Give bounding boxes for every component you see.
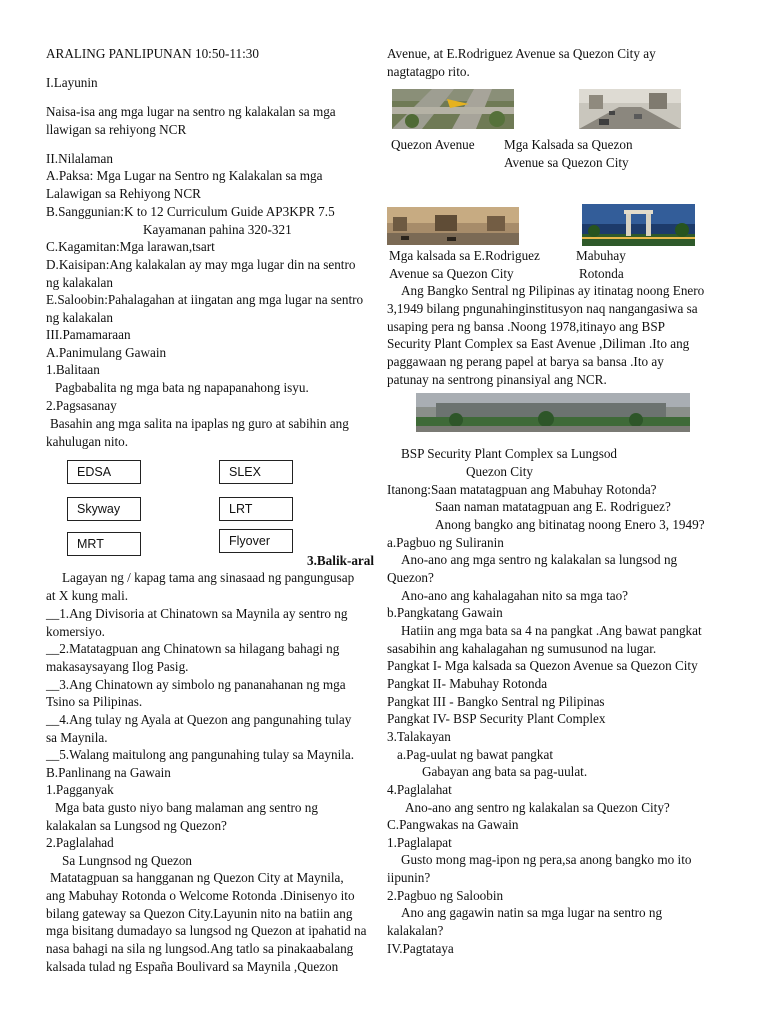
paglalapat-question: iipunin? (387, 870, 431, 885)
kaisipan-line: D.Kaisipan:Ang kalakalan ay may mga lugar din na sentro (46, 257, 356, 272)
paglalahat-heading: 4.Paglalahat (387, 782, 452, 797)
continued-text: Avenue, at E.Rodriguez Avenue sa Quezon City ay (387, 46, 656, 61)
caption-kalsada-quezon: Avenue sa Quezon City (504, 155, 629, 170)
gabayan-line: Gabayan ang bata sa pag-uulat. (422, 764, 588, 779)
quiz-item: __4.Ang tulay ng Ayala at Quezon ang pangunahing tulay (46, 712, 352, 727)
caption-bsp: Quezon City (466, 464, 534, 479)
section-nilalaman: II.Nilalaman (46, 151, 114, 166)
sanggunian-line: Kayamanan pahina 320-321 (143, 222, 292, 237)
pag-uulat-line: a.Pag-uulat ng bawat pangkat (397, 747, 554, 762)
panlinang-heading: B.Panlinang na Gawain (46, 765, 171, 780)
pagganyak-text: Mga bata gusto niyo bang malaman ang sentro ng (55, 800, 318, 815)
pangwakas-heading: C.Pangwakas na Gawain (387, 817, 519, 832)
paragraph-line: Matatagpuan sa hangganan ng Quezon City at Maynila, (50, 870, 344, 885)
pangkat-line: Pangkat I- Mga kalsada sa Quezon Avenue sa Quezon City (387, 658, 698, 673)
quiz-item: sa Maynila. (46, 730, 108, 745)
quiz-item: __3.Ang Chinatown ay simbolo ng pananahanan ng mga (46, 677, 346, 692)
section-layunin: I.Layunin (46, 75, 98, 90)
panimula-heading: A.Panimulang Gawain (46, 345, 167, 360)
paragraph-line: bilang gateway sa Quezon City.Layunin nito na batiin ang (46, 906, 353, 921)
paksa-line: Lalawigan sa Rehiyong NCR (46, 186, 201, 201)
itanong-line: Itanong:Saan matatagpuan ang Mabuhay Rotonda? (387, 482, 657, 497)
talakayan-heading: 3.Talakayan (387, 729, 451, 744)
saloobin-question: Ano ang gagawin natin sa mga lugar na sentro ng (401, 905, 663, 920)
header-title: ARALING PANLIPUNAN 10:50-11:30 (46, 46, 259, 61)
suliranin-question: Quezon? (387, 570, 434, 585)
paragraph-line: kalsada tulad ng España Boulivard sa Maynila ,Quezon (46, 959, 339, 974)
quiz-item: komersiyo. (46, 624, 105, 639)
quiz-item: makasaysayang Ilog Pasig. (46, 659, 189, 674)
paragraph-line: mga bisitang dumadayo sa lungsod ng Quezon at ipahatid na (46, 923, 367, 938)
pagsasanay-text: Basahin ang mga salita na ipaplas ng guro at sabihin ang (50, 416, 349, 431)
layunin-line: llawigan sa rehiyong NCR (46, 122, 187, 137)
caption-mabuhay: Mabuhay (576, 248, 626, 263)
section-pagtataya: IV.Pagtataya (387, 941, 454, 956)
bangko-paragraph-line: paggawaan ng perang papel at barya sa bansa .Ito ay (387, 354, 664, 369)
pangkat-line: Pangkat III - Bangko Sentral ng Pilipinas (387, 694, 605, 709)
quiz-item: __5.Walang maitulong ang pangunahing tulay sa Maynila. (46, 747, 355, 762)
balik-aral-heading: 3.Balik-aral (307, 553, 375, 568)
lungsod-subheading: Sa Lungnsod ng Quezon (62, 853, 193, 868)
quiz-item: Tsino sa Pilipinas. (46, 694, 143, 709)
lagayan-text: at X kung mali. (46, 588, 129, 603)
quiz-item: __2.Matatagpuan ang Chinatown sa hilagang bahagi ng (46, 641, 340, 656)
suliranin-question: Ano-ano ang kahalagahan nito sa mga tao? (401, 588, 629, 603)
word-box-flyover: Flyover (219, 529, 293, 553)
pangkatang-text: sasabihin ang kahalagahan ng sumusunod na lugar. (387, 641, 657, 656)
paglalahat-question: Ano-ano ang sentro ng kalakalan sa Quezon City? (405, 800, 670, 815)
paglalapat-heading: 1.Paglalapat (387, 835, 452, 850)
pagganyak-heading: 1.Pagganyak (46, 782, 114, 797)
bangko-paragraph-line: 3,1949 bilang pngunahinginstitusyon naq nangangasiwa sa (387, 301, 698, 316)
pangkat-line: Pangkat II- Mabuhay Rotonda (387, 676, 548, 691)
word-box-mrt: MRT (67, 532, 141, 556)
pagsasanay-heading: 2.Pagsasanay (46, 398, 117, 413)
continued-text: nagtatagpo rito. (387, 64, 470, 79)
itanong-line: Anong bangko ang bitinatag noong Enero 3, 1949? (435, 517, 705, 532)
word-box-skyway: Skyway (67, 497, 141, 521)
word-box-edsa: EDSA (67, 460, 141, 484)
word-box-slex: SLEX (219, 460, 293, 484)
quiz-item: __1.Ang Divisoria at Chinatown sa Maynila ay sentro ng (46, 606, 348, 621)
layunin-line: Naisa-isa ang mga lugar na sentro ng kalakalan sa mga (46, 104, 336, 119)
kagamitan-line: C.Kagamitan:Mga larawan,tsart (46, 239, 215, 254)
pagganyak-text: kalakalan sa Lungsod ng Quezon? (46, 818, 227, 833)
caption-e-rodriguez: Mga kalsada sa E.Rodriguez (389, 248, 540, 263)
caption-mabuhay: Rotonda (579, 266, 624, 281)
pagsasanay-text: kahulugan nito. (46, 434, 129, 449)
bangko-paragraph-line: usaping pera ng bansa .Noong 1978,itinayo ang BSP (387, 319, 666, 334)
saloobin-question: kalakalan? (387, 923, 444, 938)
paksa-line: A.Paksa: Mga Lugar na Sentro ng Kalakalan sa mga (46, 168, 323, 183)
bsp-complex-photo (416, 393, 690, 432)
e-rodriguez-photo (387, 207, 519, 245)
saloobin-line: E.Saloobin:Pahalagahan at iingatan ang mga lugar na sentro (46, 292, 364, 307)
bangko-paragraph-line: Security Plant Complex sa East Avenue ,Diliman .Ito ang (387, 336, 690, 351)
saloobin-line: ng kalakalan (46, 310, 114, 325)
sanggunian-line: B.Sanggunian:K to 12 Curriculum Guide AP3KPR 7.5 (46, 204, 335, 219)
paglalahad-heading: 2.Paglalahad (46, 835, 114, 850)
section-pamamaraan: III.Pamamaraan (46, 327, 131, 342)
bangko-paragraph-line: patunay na sentrong pinansiyal ang NCR. (387, 372, 607, 387)
saloobin-heading: 2.Pagbuo ng Saloobin (387, 888, 504, 903)
paglalapat-question: Gusto mong mag-ipon ng pera,sa anong bangko mo ito (401, 852, 692, 867)
kaisipan-line: ng kalakalan (46, 275, 114, 290)
suliranin-heading: a.Pagbuo ng Suliranin (387, 535, 504, 550)
quezon-avenue-photo (392, 89, 514, 129)
balitaan-heading: 1.Balitaan (46, 362, 100, 377)
paragraph-line: ang Mabuhay Rotonda o Welcome Rotonda .Dinisenyo ito (46, 888, 355, 903)
paragraph-line: nasa bahagi na sila ng lungsod.Ang tatlo sa pinakaabalang (46, 941, 354, 956)
caption-e-rodriguez: Avenue sa Quezon City (389, 266, 514, 281)
balitaan-text: Pagbabalita ng mga bata ng napapanahong isyu. (55, 380, 309, 395)
lagayan-text: Lagayan ng / kapag tama ang sinasaad ng pangungusap (62, 570, 355, 585)
pangkatang-heading: b.Pangkatang Gawain (387, 605, 503, 620)
caption-bsp: BSP Security Plant Complex sa Lungsod (401, 446, 618, 461)
word-box-lrt: LRT (219, 497, 293, 521)
suliranin-question: Ano-ano ang mga sentro ng kalakalan sa lungsod ng (401, 552, 678, 567)
bangko-paragraph-line: Ang Bangko Sentral ng Pilipinas ay itinatag noong Enero (401, 283, 705, 298)
itanong-line: Saan naman matatagpuan ang E. Rodriguez? (435, 499, 671, 514)
pangkatang-text: Hatiin ang mga bata sa 4 na pangkat .Ang bawat pangkat (401, 623, 702, 638)
pangkat-line: Pangkat IV- BSP Security Plant Complex (387, 711, 606, 726)
caption-kalsada-quezon: Mga Kalsada sa Quezon (504, 137, 633, 152)
caption-quezon-avenue: Quezon Avenue (391, 137, 475, 152)
quezon-avenue-roads-photo (579, 89, 681, 129)
mabuhay-rotonda-photo (582, 204, 695, 246)
